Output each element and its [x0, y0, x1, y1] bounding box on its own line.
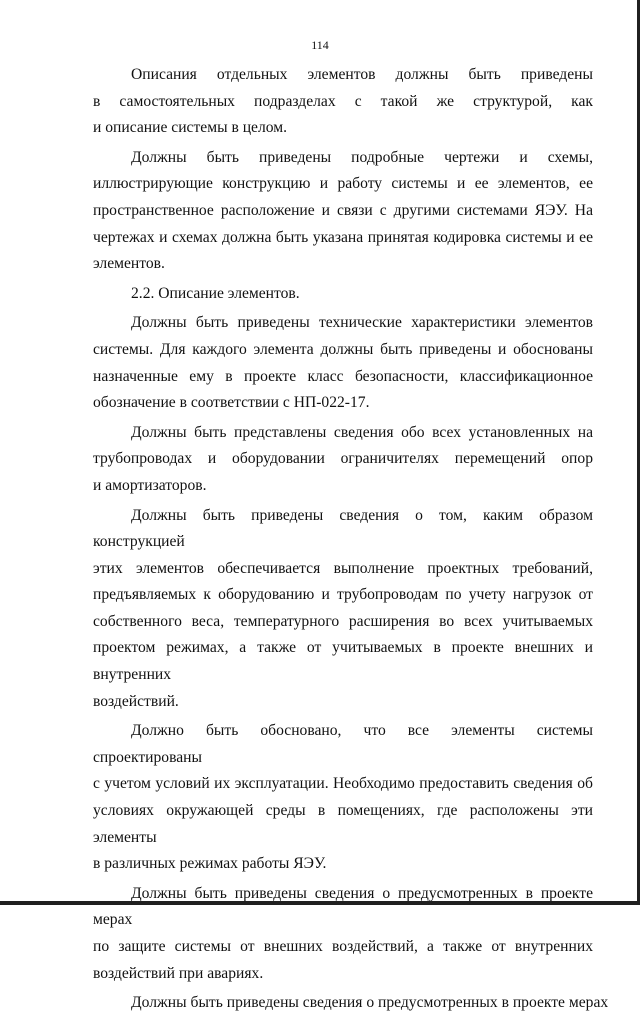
- paragraph: [93, 881, 593, 987]
- paragraph: [93, 62, 593, 142]
- text-line: Должны быть приведены сведения о предусмотренных в проекте мерах: [131, 994, 609, 1012]
- text-line: и описание системы в целом.: [93, 119, 288, 137]
- text-line: чертежах и схемах должна быть указана принятая кодировка системы и ее: [93, 228, 593, 246]
- text-line: системы. Для каждого элемента должны быть приведены и обоснованы: [93, 340, 593, 358]
- text-line: по защите системы от внешних воздействий, а также от внутренних: [93, 938, 593, 955]
- text-line: Должны быть приведены сведения о том, каким образом конструкцией: [93, 506, 593, 551]
- paragraph: [93, 310, 593, 416]
- text-line: иллюстрирующие конструкцию и работу системы и ее элементов, ее: [93, 175, 593, 193]
- paragraph: [93, 503, 593, 716]
- text-line: проектом режимах, а также от учитываемых в проекте внешних и внутренних: [93, 639, 593, 684]
- text-line: элементов.: [93, 255, 165, 273]
- paragraph: [93, 990, 609, 1017]
- text-line: Должны быть приведены сведения о предусмотренных в проекте мерах: [93, 884, 593, 929]
- page-number: 114: [311, 38, 329, 52]
- text-line: воздействий.: [93, 692, 179, 710]
- text-line: условиях окружающей среды в помещениях, где расположены эти элементы: [93, 802, 593, 846]
- text-line: и амортизаторов.: [93, 476, 207, 494]
- text-line: собственного веса, температурного расширения во всех учитываемых: [93, 612, 593, 630]
- document-body: [93, 62, 609, 1020]
- text-line: Описания отдельных элементов должны быть приведены: [131, 66, 593, 83]
- text-line: 2.2. Описание элементов.: [131, 284, 300, 302]
- text-line: с учетом условий их эксплуатации. Необходимо предоставить сведения об: [93, 775, 593, 793]
- text-line: Должно быть обосновано, что все элементы системы спроектированы: [93, 722, 593, 766]
- paragraph: [93, 420, 593, 500]
- text-line: Должны быть приведены подробные чертежи и схемы,: [131, 148, 593, 166]
- text-line: в самостоятельных подразделах с такой же структурой, как: [93, 92, 593, 110]
- text-line: Должны быть представлены сведения обо всех установленных на: [131, 423, 593, 441]
- paragraph: [93, 145, 593, 278]
- text-line: назначенные ему в проекте класс безопасности, классификационное: [93, 367, 593, 385]
- text-line: в различных режимах работы ЯЭУ.: [93, 855, 327, 873]
- text-line: воздействий при авариях.: [93, 964, 264, 982]
- text-line: Должны быть приведены технические характеристики элементов: [131, 314, 593, 332]
- text-line: пространственное расположение и связи с другими системами ЯЭУ. На: [93, 201, 593, 219]
- paragraph: [93, 281, 593, 308]
- paragraph: [93, 718, 593, 878]
- text-line: предъявляемых к оборудованию и трубопроводам по учету нагрузок от: [93, 586, 593, 604]
- text-line: этих элементов обеспечивается выполнение проектных требований,: [93, 559, 593, 577]
- text-line: обозначение в соответствии с НП-022-17.: [93, 394, 370, 412]
- text-line: трубопроводах и оборудовании ограничителях перемещений опор: [93, 450, 593, 468]
